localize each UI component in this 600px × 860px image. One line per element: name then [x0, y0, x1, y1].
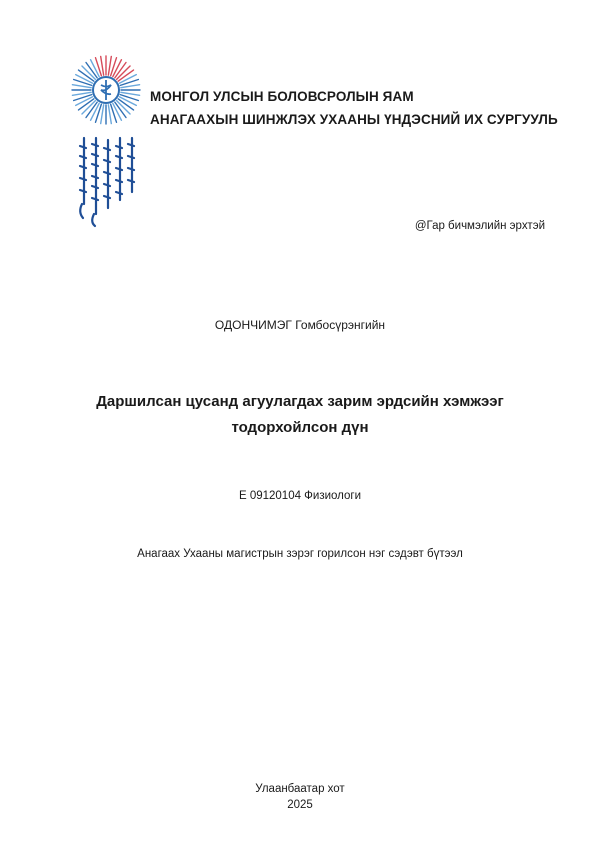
year: 2025	[287, 799, 313, 811]
thesis-title-line-2: тодорхойлсон дүн	[231, 419, 369, 436]
emblem-ray	[95, 58, 101, 76]
emblem-ray	[121, 92, 140, 95]
degree-statement: Анагаах Ухааны магистрын зэрэг горилсон нэг сэдэвт бүтээл	[137, 548, 463, 560]
emblem-ray	[121, 85, 140, 88]
emblem-ray	[101, 56, 104, 75]
emblem-ray	[120, 95, 138, 101]
emblem-ray	[72, 85, 91, 88]
city-name: Улаанбаатар хот	[255, 783, 345, 795]
emblem-ray	[101, 105, 104, 124]
thesis-title	[0, 389, 600, 441]
university-emblem-icon	[70, 52, 142, 132]
emblem-ray	[108, 56, 111, 75]
emblem-ray	[108, 105, 111, 124]
ministry-name: МОНГОЛ УЛСЫН БОЛОВСРОЛЫН ЯАМ	[150, 89, 414, 104]
emblem-ray	[74, 79, 92, 85]
emblem-ray	[111, 104, 117, 122]
mongolian-script-icon	[74, 134, 144, 230]
emblem-ray	[111, 58, 117, 76]
emblem-ray	[74, 95, 92, 101]
emblem-ray	[120, 79, 138, 85]
emblem-ray	[95, 104, 101, 122]
thesis-title-line-1: Даршилсан цусанд агуулагдах зарим эрдсийн хэмжээг	[96, 393, 504, 410]
author-name: ОДОНЧИМЭГ Гомбосүрэнгийн	[214, 318, 386, 332]
university-name: АНАГААХЫН ШИНЖЛЭХ УХААНЫ ҮНДЭСНИЙ ИХ СУРГУУЛЬ	[150, 112, 558, 127]
specialty-code: E 09120104 Физиологи	[238, 490, 362, 502]
emblem-ray	[72, 92, 91, 95]
rights-notice: @Гар бичмэлийн эрхтэй	[414, 220, 545, 232]
